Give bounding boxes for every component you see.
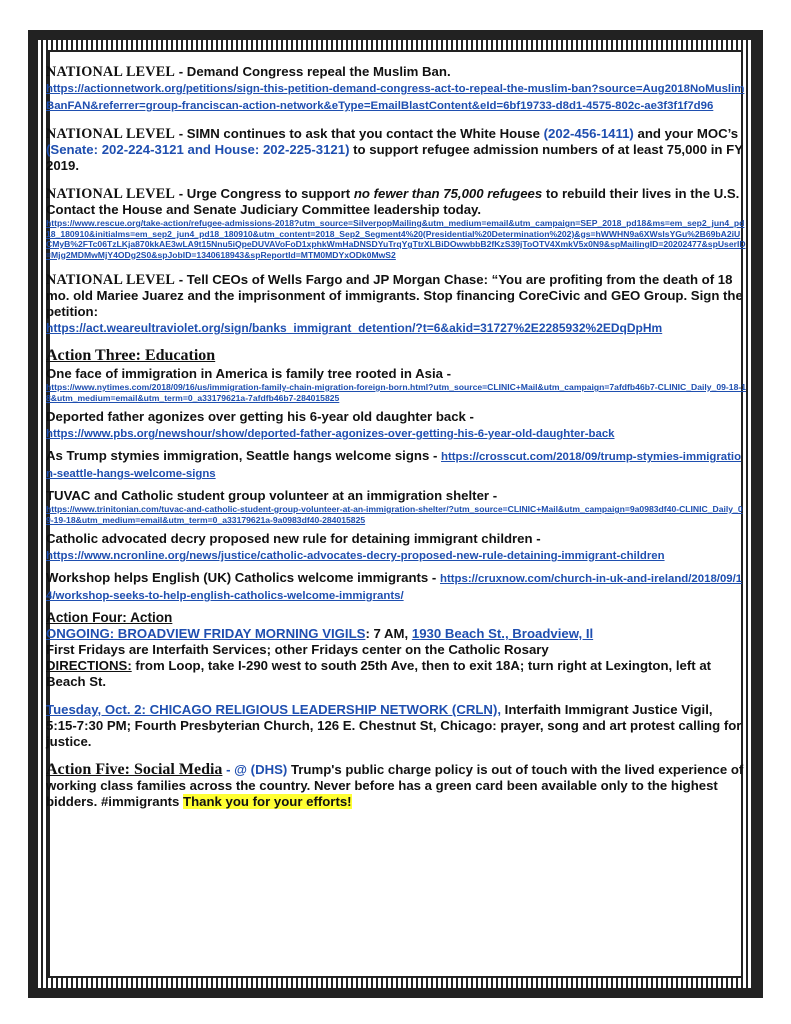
- phone-white-house: (202-456-1411): [543, 126, 634, 141]
- cruxnow-link[interactable]: https://cruxnow.com/church-in-uk-and-ireland/2018/09/14/workshop-seeks-to-help-english-catholics-welcome-immigrants/: [46, 573, 743, 602]
- newsletter-page: [46, 64, 746, 822]
- petition-link[interactable]: https://actionnetwork.org/petitions/sign-this-petition-demand-congress-act-to-repeal-the-muslim-ban?source=Aug2018NoMuslimBanFAN&referrer=group-franciscan-action-network&eType=EmailBlastContent&eId=6bf19733-d8d1-4575-802c-ae3f3f1f7d96: [46, 83, 745, 112]
- directions-label: DIRECTIONS:: [46, 658, 132, 673]
- item-text: Workshop helps English (UK) Catholics welcome immigrants -: [46, 570, 440, 585]
- item-text: Deported father agonizes over getting his 6-year old daughter back -: [46, 409, 474, 424]
- directions-text: from Loop, take I-290 west to south 25th Ave, then to exit 18A; turn right at Lexington, left at Beach St.: [46, 658, 712, 689]
- ncronline-link[interactable]: https://www.ncronline.org/news/justice/catholic-advocates-decry-proposed-new-rule-detaining-immigrant-children: [46, 550, 665, 562]
- nytimes-link[interactable]: https://www.nytimes.com/2018/09/16/us/immigration-family-chain-migration-foreign-born.html?utm_source=CLINIC+Mail&utm_campaign=7afdfb46b7-CLINIC_Daily_09-18-18&utm_medium=email&utm_term=0_a33179621a-7afdfb46b7-284015825: [46, 382, 746, 403]
- item-text: and your MOC’s: [633, 126, 739, 141]
- crln-link[interactable]: Tuesday, Oct. 2: CHICAGO RELIGIOUS LEADERSHIP NETWORK (CRLN),: [46, 702, 501, 717]
- education-item: [46, 366, 746, 403]
- phone-moc: (Senate: 202-224-3121 and House: 202-225-3121): [46, 142, 350, 157]
- item-text: TUVAC and Catholic student group volunteer at an immigration shelter -: [46, 488, 498, 503]
- education-item: [46, 488, 746, 525]
- vigil-time: : 7 AM,: [365, 626, 412, 641]
- vigil-link[interactable]: ONGOING: BROADVIEW FRIDAY MORNING VIGILS: [46, 626, 366, 641]
- item-text: - Tell CEOs of Wells Fargo and JP Morgan Chase: “You are profiting from the death of 18 mo. old Mariee Juarez and the imprisonment of immigrants. Stop financing CoreCivic and GEO Group. Sign the petition:: [46, 272, 743, 319]
- item-text: One face of immigration in America is family tree rooted in Asia -: [46, 366, 452, 381]
- vigil-item: [46, 626, 746, 690]
- item-white-house: [46, 126, 746, 174]
- item-text: to rebuild their lives in the U.S. Contact the House and Senate Judiciary Committee leadership today.: [46, 186, 740, 217]
- item-text: to support refugee admission numbers of at least 75,000 in FY 2019.: [46, 142, 743, 173]
- item-text: As Trump stymies immigration, Seattle hangs welcome signs -: [46, 448, 441, 463]
- item-refugees: [46, 186, 746, 260]
- ultraviolet-link[interactable]: https://act.weareultraviolet.org/sign/banks_immigrant_detention/?t=6&akid=31727%2E2285932%2EDqDpHm: [46, 321, 663, 335]
- item-text: - SIMN continues to ask that you contact the White House: [175, 126, 544, 141]
- pbs-link[interactable]: https://www.pbs.org/newshour/show/deported-father-agonizes-over-getting-his-6-year-old-daughter-back: [46, 428, 615, 440]
- level-label: NATIONAL LEVEL: [46, 186, 176, 202]
- level-label: NATIONAL LEVEL: [46, 64, 176, 80]
- action-five-heading: Action Five: Social Media: [46, 761, 223, 778]
- item-ceos: [46, 272, 746, 336]
- crln-item: [46, 702, 746, 750]
- item-text: Catholic advocated decry proposed new rule for detaining immigrant children -: [46, 531, 541, 546]
- education-item: [46, 448, 746, 482]
- trinitonian-link[interactable]: https://www.trinitonian.com/tuvac-and-catholic-student-group-volunteer-at-an-immigration-shelter/?utm_source=CLINIC+Mail&utm_campaign=9a0983df40-CLINIC_Daily_09-19-18&utm_medium=email&utm_term=0_a33179621a-9a0983df40-284015825: [46, 504, 743, 525]
- dash: -: [222, 762, 235, 777]
- dhs-handle: @ (DHS): [234, 762, 288, 777]
- vigil-description: First Fridays are Interfaith Services; other Fridays center on the Catholic Rosary: [46, 642, 549, 657]
- item-emphasis: no fewer than 75,000 refugees: [353, 186, 543, 201]
- crosscut-link[interactable]: https://crosscut.com/2018/09/trump-stymies-immigration-seattle-hangs-welcome-signs: [46, 451, 742, 480]
- education-item: [46, 531, 746, 564]
- item-text: - Urge Congress to support: [175, 186, 354, 201]
- level-label: NATIONAL LEVEL: [46, 126, 176, 142]
- social-media-item: [46, 762, 746, 810]
- action-four-heading: Action Four: Action: [46, 610, 173, 625]
- rescue-link[interactable]: https://www.rescue.org/take-action/refugee-admissions-2018?utm_source=SilverpopMailing&utm_medium=email&utm_campaign=SEP_2018_pd18&ms=em_sep2_jun4_pd18_180910&initialms=em_sep2_jun4_pd18_180910&utm_content=2018_Sep2_Segment4%20(Presidential%20Determination%202)&gs=hWWHN9a6XWsIsYGu%2B69bA2iUCMyB%2FTc06TzLKja870kkAE3wLA9t15Nnu5iQpeDUVAVoFoD1xphkWmHaDNSDYuTrqYgTtrXLBiDOwwbbB2fKzS39jToOTV4XmkV5x0N9&spMailingID=20202477&spUserID=Mjg2MDMwMjY4ODg2S0&spJobID=1340618943&spReportId=MTM0MDYxODk0MwS2: [46, 218, 746, 260]
- crln-text: Interfaith Immigrant Justice Vigil, 5:15-7:30 PM; Fourth Presbyterian Church, 126 E. Chestnut St, Chicago: prayer, song and art protest calling for justice.: [46, 702, 742, 749]
- vigil-address-link[interactable]: 1930 Beach St., Broadview, Il: [411, 626, 594, 641]
- thank-you-highlight: Thank you for your efforts!: [183, 794, 352, 809]
- item-text: - Demand Congress repeal the Muslim Ban.: [175, 64, 451, 79]
- action-three-heading: Action Three: Education: [46, 347, 216, 364]
- level-label: NATIONAL LEVEL: [46, 272, 176, 288]
- social-text: Trump's public charge policy is out of touch with the lived experience of working class families across the country. Never before has a green card been available only to the highest bidders. #immigrants: [46, 762, 744, 809]
- education-item: [46, 409, 746, 442]
- item-muslim-ban: [46, 64, 746, 114]
- education-item: [46, 570, 746, 604]
